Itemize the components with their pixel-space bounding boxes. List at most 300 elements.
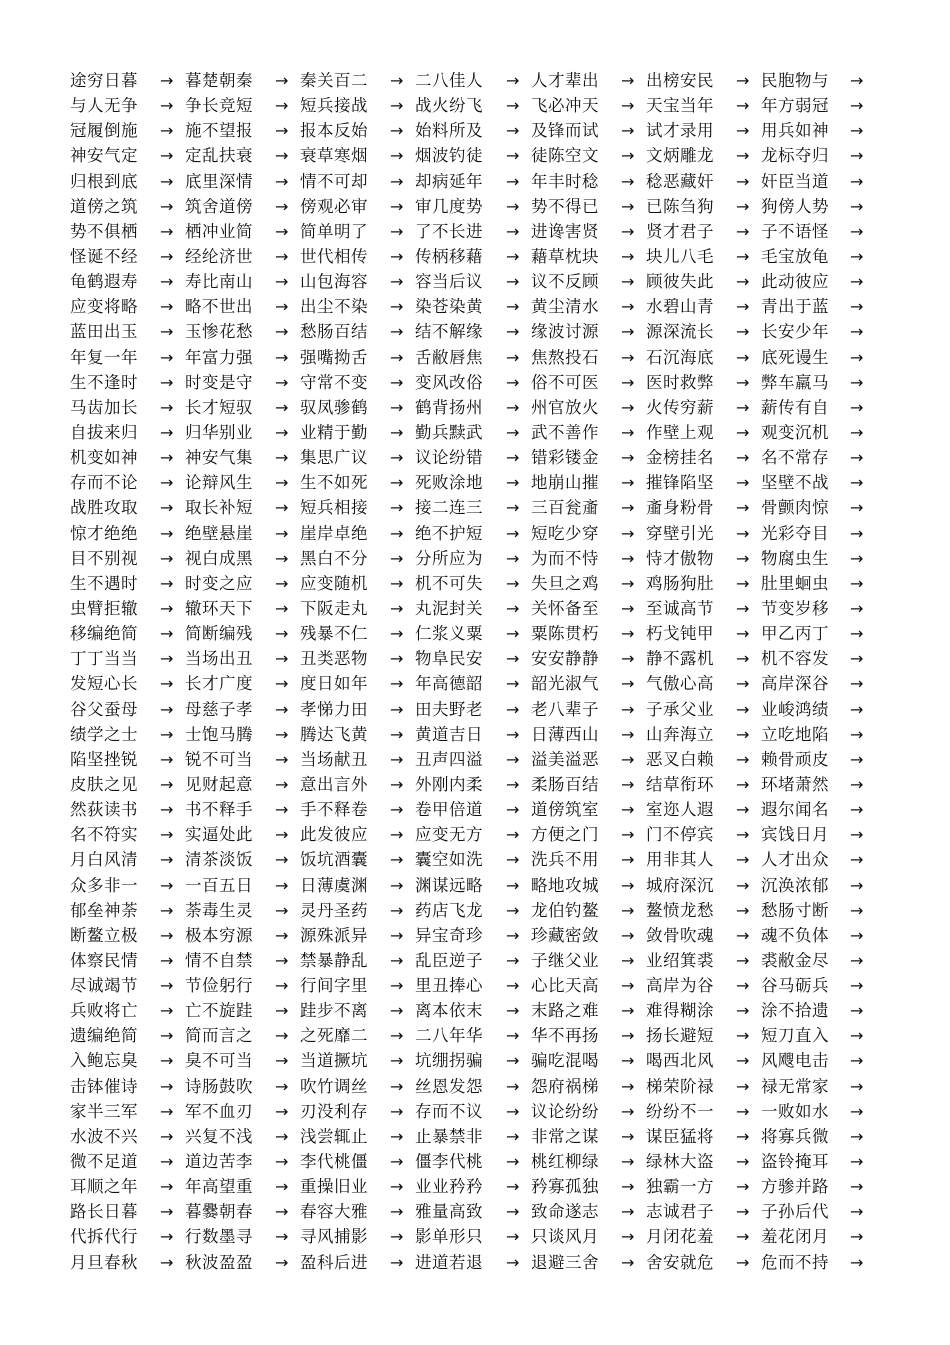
idiom-cell: 浅尝辄止 [300,1126,368,1146]
idiom-cell: 退避三舍 [531,1252,599,1272]
idiom-cell: 应变无方 [415,825,483,845]
idiom-row [70,1174,880,1199]
arrow-right-icon: → [736,724,750,744]
arrow-right-icon: → [390,573,404,593]
idiom-row [70,948,880,973]
idiom-cell: 沉涣浓郁 [761,875,829,895]
arrow-right-icon: → [160,1227,174,1247]
idiom-cell: 地崩山摧 [531,473,599,493]
idiom-cell: 争长竞短 [185,96,253,116]
arrow-right-icon: → [621,372,635,392]
idiom-cell: 业峻鸿绩 [761,699,829,719]
arrow-right-icon: → [621,624,635,644]
idiom-cell: 用兵如神 [761,121,829,141]
idiom-cell: 强嘴拗舌 [300,347,368,367]
idiom-cell: 盈科后进 [300,1252,368,1272]
arrow-right-icon: → [275,724,289,744]
arrow-right-icon: → [275,674,289,694]
arrow-right-icon: → [850,448,864,468]
arrow-right-icon: → [736,146,750,166]
arrow-right-icon: → [390,121,404,141]
arrow-right-icon: → [506,1227,520,1247]
idiom-cell: 遐尔闻名 [761,800,829,820]
arrow-right-icon: → [160,372,174,392]
arrow-right-icon: → [506,825,520,845]
arrow-right-icon: → [390,272,404,292]
idiom-cell: 囊空如洗 [415,850,483,870]
idiom-cell: 春容大雅 [300,1202,368,1222]
idiom-cell: 家半三军 [70,1101,138,1121]
arrow-right-icon: → [506,372,520,392]
idiom-cell: 丑类恶物 [300,649,368,669]
idiom-row [70,143,880,168]
idiom-cell: 骗吃混喝 [531,1051,599,1071]
idiom-cell: 甲乙丙丁 [761,624,829,644]
arrow-right-icon: → [275,649,289,669]
idiom-cell: 黄道吉日 [415,724,483,744]
arrow-right-icon: → [275,322,289,342]
arrow-right-icon: → [506,171,520,191]
arrow-right-icon: → [736,1076,750,1096]
arrow-right-icon: → [506,1076,520,1096]
idiom-cell: 道傍筑室 [531,800,599,820]
idiom-cell: 移编绝简 [70,624,138,644]
arrow-right-icon: → [275,372,289,392]
arrow-right-icon: → [621,774,635,794]
idiom-cell: 舌敝唇焦 [415,347,483,367]
arrow-right-icon: → [850,498,864,518]
arrow-right-icon: → [850,322,864,342]
arrow-right-icon: → [736,121,750,141]
idiom-cell: 子继父业 [531,950,599,970]
arrow-right-icon: → [275,71,289,90]
arrow-right-icon: → [736,875,750,895]
idiom-cell: 异宝奇珍 [415,925,483,945]
idiom-cell: 徒陈空文 [531,146,599,166]
idiom-row [70,294,880,319]
arrow-right-icon: → [160,1076,174,1096]
idiom-cell: 矜寡孤独 [531,1177,599,1197]
arrow-right-icon: → [275,573,289,593]
idiom-cell: 孝悌力田 [300,699,368,719]
arrow-right-icon: → [160,221,174,241]
idiom-row [70,68,880,93]
idiom-cell: 锐不可当 [185,749,253,769]
idiom-cell: 谷父蚕母 [70,699,138,719]
idiom-cell: 年丰时稔 [531,171,599,191]
arrow-right-icon: → [390,71,404,90]
idiom-cell: 议论纷纷 [531,1101,599,1121]
idiom-cell: 龟鹤遐寿 [70,272,138,292]
arrow-right-icon: → [390,724,404,744]
idiom-cell: 武不善作 [531,422,599,442]
idiom-cell: 子不语怪 [761,221,829,241]
idiom-row [70,1224,880,1249]
arrow-right-icon: → [506,448,520,468]
idiom-row [70,747,880,772]
arrow-right-icon: → [275,1202,289,1222]
arrow-right-icon: → [850,800,864,820]
arrow-right-icon: → [736,573,750,593]
idiom-cell: 子孙后代 [761,1202,829,1222]
arrow-right-icon: → [506,121,520,141]
idiom-cell: 风飕电击 [761,1051,829,1071]
idiom-cell: 底里深情 [185,171,253,191]
idiom-cell: 将寡兵微 [761,1126,829,1146]
idiom-cell: 染苍染黄 [415,297,483,317]
idiom-cell: 应变随机 [300,573,368,593]
arrow-right-icon: → [506,800,520,820]
arrow-right-icon: → [736,925,750,945]
arrow-right-icon: → [850,624,864,644]
arrow-right-icon: → [506,950,520,970]
idiom-cell: 视白成黑 [185,548,253,568]
idiom-cell: 当场献丑 [300,749,368,769]
arrow-right-icon: → [275,1227,289,1247]
idiom-row [70,1099,880,1124]
arrow-right-icon: → [390,1227,404,1247]
arrow-right-icon: → [506,875,520,895]
idiom-cell: 羞花闭月 [761,1227,829,1247]
idiom-cell: 高岸深谷 [761,674,829,694]
idiom-cell: 光彩夺目 [761,523,829,543]
idiom-cell: 天宝当年 [646,96,714,116]
arrow-right-icon: → [850,1026,864,1046]
idiom-cell: 丑声四溢 [415,749,483,769]
idiom-cell: 文炳雕龙 [646,146,714,166]
arrow-right-icon: → [736,800,750,820]
arrow-right-icon: → [621,1177,635,1197]
arrow-right-icon: → [506,624,520,644]
idiom-cell: 安安静静 [531,649,599,669]
arrow-right-icon: → [850,649,864,669]
idiom-cell: 肚里蛔虫 [761,573,829,593]
idiom-cell: 人才出众 [761,850,829,870]
idiom-cell: 骨颤肉惊 [761,498,829,518]
arrow-right-icon: → [160,850,174,870]
idiom-cell: 生不逢时 [70,372,138,392]
arrow-right-icon: → [275,1026,289,1046]
idiom-row [70,521,880,546]
arrow-right-icon: → [850,372,864,392]
idiom-cell: 僵李代桃 [415,1152,483,1172]
arrow-right-icon: → [160,1001,174,1021]
idiom-cell: 实逼处此 [185,825,253,845]
arrow-right-icon: → [850,1001,864,1021]
arrow-right-icon: → [275,347,289,367]
idiom-cell: 绝壁悬崖 [185,523,253,543]
idiom-cell: 龙标夺归 [761,146,829,166]
idiom-cell: 战胜攻取 [70,498,138,518]
arrow-right-icon: → [506,900,520,920]
arrow-right-icon: → [160,699,174,719]
arrow-right-icon: → [275,1177,289,1197]
idiom-cell: 山包海容 [300,272,368,292]
arrow-right-icon: → [621,1051,635,1071]
arrow-right-icon: → [390,1076,404,1096]
arrow-right-icon: → [850,1152,864,1172]
arrow-right-icon: → [275,121,289,141]
arrow-right-icon: → [390,347,404,367]
idiom-cell: 日薄虞渊 [300,875,368,895]
idiom-cell: 神安气集 [185,448,253,468]
idiom-cell: 年高德韶 [415,674,483,694]
arrow-right-icon: → [390,473,404,493]
arrow-right-icon: → [275,96,289,116]
idiom-row [70,194,880,219]
arrow-right-icon: → [850,71,864,90]
idiom-cell: 一百五日 [185,875,253,895]
idiom-cell: 腾达飞黄 [300,724,368,744]
arrow-right-icon: → [160,448,174,468]
idiom-cell: 暮楚朝秦 [185,71,253,90]
arrow-right-icon: → [621,573,635,593]
arrow-right-icon: → [621,146,635,166]
idiom-cell: 长安少年 [761,322,829,342]
idiom-cell: 势不俱栖 [70,221,138,241]
arrow-right-icon: → [736,825,750,845]
arrow-right-icon: → [160,800,174,820]
idiom-cell: 亡不旋跬 [185,1001,253,1021]
idiom-cell: 关怀备至 [531,598,599,618]
arrow-right-icon: → [275,1252,289,1272]
idiom-cell: 错彩镂金 [531,448,599,468]
idiom-cell: 短兵相接 [300,498,368,518]
arrow-right-icon: → [160,649,174,669]
arrow-right-icon: → [390,598,404,618]
idiom-cell: 发短心长 [70,674,138,694]
idiom-cell: 兴复不浅 [185,1126,253,1146]
arrow-right-icon: → [160,1252,174,1272]
idiom-cell: 一败如水 [761,1101,829,1121]
arrow-right-icon: → [390,825,404,845]
arrow-right-icon: → [390,699,404,719]
idiom-cell: 归根到底 [70,171,138,191]
arrow-right-icon: → [506,523,520,543]
idiom-cell: 辙环天下 [185,598,253,618]
idiom-cell: 末路之难 [531,1001,599,1021]
idiom-cell: 年高望重 [185,1177,253,1197]
arrow-right-icon: → [736,96,750,116]
idiom-cell: 驭凤骖鹤 [300,397,368,417]
arrow-right-icon: → [275,925,289,945]
idiom-cell: 饭坑酒囊 [300,850,368,870]
idiom-cell: 雅量高致 [415,1202,483,1222]
idiom-cell: 郁垒神荼 [70,900,138,920]
arrow-right-icon: → [850,473,864,493]
idiom-cell: 谋臣猛将 [646,1126,714,1146]
idiom-cell: 生不如死 [300,473,368,493]
arrow-right-icon: → [506,749,520,769]
arrow-right-icon: → [390,1001,404,1021]
arrow-right-icon: → [506,1051,520,1071]
arrow-right-icon: → [390,925,404,945]
idiom-cell: 短兵接战 [300,96,368,116]
idiom-cell: 缘波讨源 [531,322,599,342]
arrow-right-icon: → [506,699,520,719]
arrow-right-icon: → [850,1177,864,1197]
arrow-right-icon: → [160,674,174,694]
arrow-right-icon: → [390,372,404,392]
idiom-cell: 结草衔环 [646,774,714,794]
idiom-cell: 只谈风月 [531,1227,599,1247]
arrow-right-icon: → [850,925,864,945]
arrow-right-icon: → [160,900,174,920]
idiom-cell: 傍观必审 [300,196,368,216]
idiom-cell: 之死靡二 [300,1026,368,1046]
idiom-cell: 时变是守 [185,372,253,392]
idiom-cell: 结不解缘 [415,322,483,342]
idiom-cell: 药店飞龙 [415,900,483,920]
arrow-right-icon: → [160,272,174,292]
arrow-right-icon: → [850,749,864,769]
arrow-right-icon: → [390,1202,404,1222]
arrow-right-icon: → [160,1051,174,1071]
idiom-cell: 下阪走丸 [300,598,368,618]
idiom-cell: 马齿加长 [70,397,138,417]
idiom-cell: 节变岁移 [761,598,829,618]
arrow-right-icon: → [621,297,635,317]
idiom-cell: 门不停宾 [646,825,714,845]
arrow-right-icon: → [621,473,635,493]
idiom-row [70,1124,880,1149]
idiom-cell: 源深流长 [646,322,714,342]
idiom-cell: 勤兵黩武 [415,422,483,442]
idiom-cell: 愁肠百结 [300,322,368,342]
arrow-right-icon: → [850,699,864,719]
idiom-cell: 机不容发 [761,649,829,669]
arrow-right-icon: → [736,1051,750,1071]
arrow-right-icon: → [850,1076,864,1096]
arrow-right-icon: → [275,825,289,845]
arrow-right-icon: → [506,1001,520,1021]
arrow-right-icon: → [850,523,864,543]
arrow-right-icon: → [275,523,289,543]
idiom-row [70,370,880,395]
idiom-cell: 集思广议 [300,448,368,468]
idiom-cell: 扬长避短 [646,1026,714,1046]
idiom-cell: 影单形只 [415,1227,483,1247]
arrow-right-icon: → [160,297,174,317]
idiom-cell: 涂不拾遗 [761,1001,829,1021]
idiom-cell: 室迩人遐 [646,800,714,820]
idiom-cell: 坚壁不战 [761,473,829,493]
idiom-cell: 行间字里 [300,976,368,996]
idiom-cell: 立吃地陷 [761,724,829,744]
idiom-cell: 观变沉机 [761,422,829,442]
idiom-row [70,345,880,370]
arrow-right-icon: → [275,171,289,191]
idiom-cell: 谷马砺兵 [761,976,829,996]
arrow-right-icon: → [736,774,750,794]
idiom-cell: 长才短驭 [185,397,253,417]
idiom-cell: 玉惨花愁 [185,322,253,342]
idiom-cell: 非常之谋 [531,1126,599,1146]
idiom-cell: 鹤背扬州 [415,397,483,417]
idiom-cell: 虫臂拒辙 [70,598,138,618]
idiom-cell: 年富力强 [185,347,253,367]
arrow-right-icon: → [850,221,864,241]
arrow-right-icon: → [621,96,635,116]
idiom-cell: 道边苦李 [185,1152,253,1172]
arrow-right-icon: → [850,950,864,970]
idiom-cell: 自拔来归 [70,422,138,442]
arrow-right-icon: → [390,774,404,794]
arrow-right-icon: → [506,1101,520,1121]
idiom-cell: 名不常存 [761,448,829,468]
arrow-right-icon: → [160,976,174,996]
arrow-right-icon: → [275,749,289,769]
idiom-row [70,1048,880,1073]
arrow-right-icon: → [390,171,404,191]
idiom-cell: 心比天高 [531,976,599,996]
idiom-row [70,470,880,495]
idiom-cell: 惊才绝绝 [70,523,138,543]
idiom-cell: 焦熬投石 [531,347,599,367]
arrow-right-icon: → [621,598,635,618]
idiom-cell: 荼毒生灵 [185,900,253,920]
idiom-cell: 接二连三 [415,498,483,518]
idiom-cell: 月闭花羞 [646,1227,714,1247]
idiom-cell: 名不符实 [70,825,138,845]
arrow-right-icon: → [736,272,750,292]
idiom-cell: 代拆代行 [70,1227,138,1247]
arrow-right-icon: → [390,900,404,920]
idiom-cell: 民胞物与 [761,71,829,90]
arrow-right-icon: → [850,1101,864,1121]
arrow-right-icon: → [736,71,750,90]
arrow-right-icon: → [506,146,520,166]
idiom-cell: 朽戈钝甲 [646,624,714,644]
arrow-right-icon: → [506,976,520,996]
arrow-right-icon: → [390,1051,404,1071]
idiom-cell: 简单明了 [300,221,368,241]
arrow-right-icon: → [621,1202,635,1222]
arrow-right-icon: → [275,422,289,442]
idiom-cell: 与人无争 [70,96,138,116]
idiom-row [70,898,880,923]
idiom-cell: 用非其人 [646,850,714,870]
idiom-cell: 源殊派异 [300,925,368,945]
arrow-right-icon: → [160,347,174,367]
arrow-right-icon: → [160,1202,174,1222]
idiom-row [70,973,880,998]
arrow-right-icon: → [390,674,404,694]
idiom-cell: 施不望报 [185,121,253,141]
arrow-right-icon: → [275,498,289,518]
idiom-row [70,445,880,470]
arrow-right-icon: → [850,422,864,442]
arrow-right-icon: → [736,699,750,719]
idiom-cell: 止暴禁非 [415,1126,483,1146]
arrow-right-icon: → [621,1252,635,1272]
arrow-right-icon: → [390,950,404,970]
idiom-cell: 极本穷源 [185,925,253,945]
arrow-right-icon: → [736,850,750,870]
arrow-right-icon: → [390,850,404,870]
arrow-right-icon: → [390,523,404,543]
idiom-cell: 恃才傲物 [646,548,714,568]
arrow-right-icon: → [275,1076,289,1096]
arrow-right-icon: → [850,548,864,568]
arrow-right-icon: → [621,1227,635,1247]
arrow-right-icon: → [850,1202,864,1222]
arrow-right-icon: → [850,171,864,191]
arrow-right-icon: → [506,347,520,367]
arrow-right-icon: → [850,724,864,744]
idiom-cell: 出榜安民 [646,71,714,90]
arrow-right-icon: → [621,1076,635,1096]
